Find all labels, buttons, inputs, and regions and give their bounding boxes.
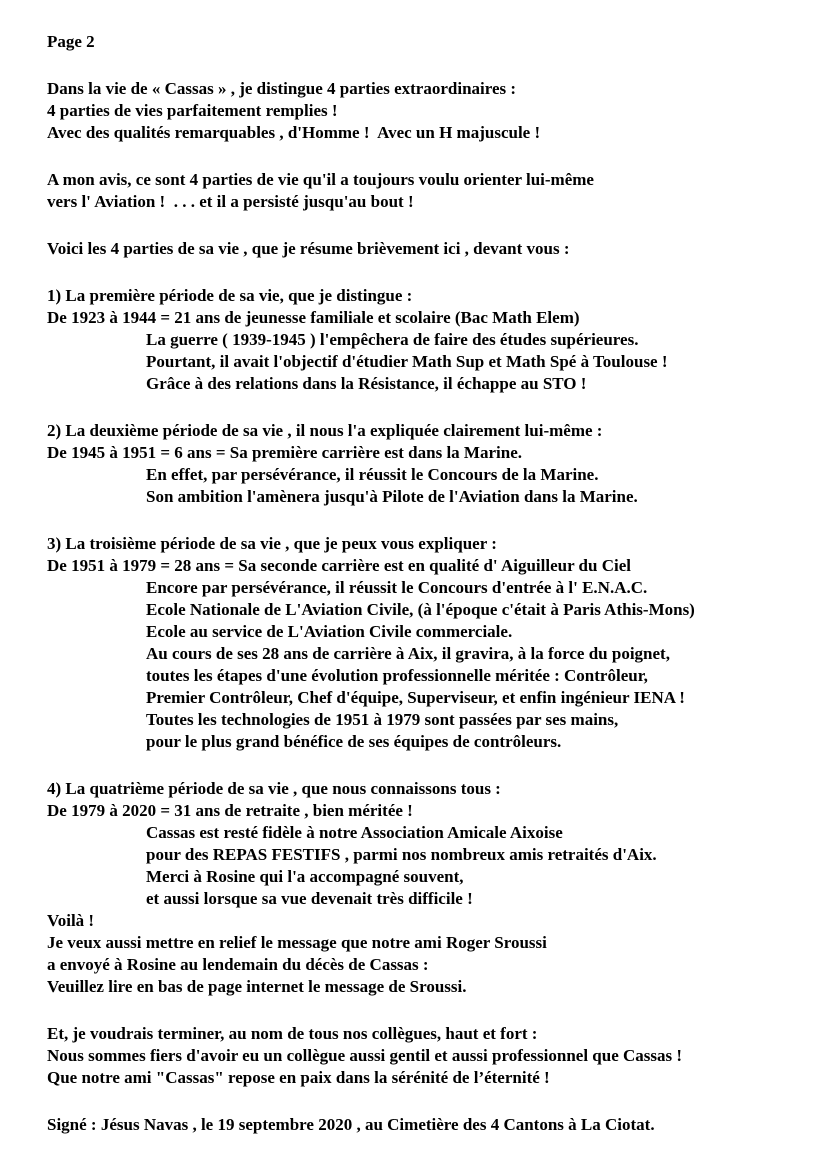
text-line: Avec des qualités remarquables , d'Homme ! Avec un H majuscule ! — [47, 123, 541, 142]
blank-line — [47, 213, 806, 238]
text-line: Pourtant, il avait l'objectif d'étudier Math Sup et Math Spé à Toulouse ! — [146, 352, 668, 371]
text-line: Toutes les technologies de 1951 à 1979 sont passées par ses mains, — [146, 710, 619, 729]
text-line: Je veux aussi mettre en relief le message que notre ami Roger Sroussi — [47, 933, 547, 952]
blank-line — [47, 998, 806, 1023]
text-line: Signé : Jésus Navas , le 19 septembre 2020 , au Cimetière des 4 Cantons à La Ciotat. — [47, 1115, 655, 1134]
blank-line — [47, 144, 806, 169]
text-line: et aussi lorsque sa vue devenait très difficile ! — [146, 889, 473, 908]
text-line: Dans la vie de « Cassas » , je distingue 4 parties extraordinaires : — [47, 79, 517, 98]
text-line: 3) La troisième période de sa vie , que je peux vous expliquer : — [47, 534, 497, 553]
text-line: En effet, par persévérance, il réussit le Concours de la Marine. — [146, 465, 599, 484]
text-line: toutes les étapes d'une évolution professionnelle méritée : Contrôleur, — [146, 666, 648, 685]
text-line: Ecole au service de L'Aviation Civile commerciale. — [146, 622, 513, 641]
blank-line — [47, 260, 806, 285]
text-line: De 1951 à 1979 = 28 ans = Sa seconde carrière est en qualité d' Aiguilleur du Ciel — [47, 556, 631, 575]
text-line: Et, je voudrais terminer, au nom de tous nos collègues, haut et fort : — [47, 1024, 538, 1043]
text-line: pour des REPAS FESTIFS , parmi nos nombreux amis retraités d'Aix. — [146, 845, 657, 864]
text-line: Cassas est resté fidèle à notre Association Amicale Aixoise — [146, 823, 563, 842]
text-line: pour le plus grand bénéfice de ses équipes de contrôleurs. — [146, 732, 562, 751]
text-line: Ecole Nationale de L'Aviation Civile, (à l'époque c'était à Paris Athis-Mons) — [146, 600, 695, 619]
text-line: Au cours de ses 28 ans de carrière à Aix, il gravira, à la force du poignet, — [146, 644, 670, 663]
text-line: Voici les 4 parties de sa vie , que je résume brièvement ici , devant vous : — [47, 239, 570, 258]
text-line: Premier Contrôleur, Chef d'équipe, Superviseur, et enfin ingénieur IENA ! — [146, 688, 685, 707]
document-text-body — [47, 31, 806, 1136]
text-line: 4) La quatrième période de sa vie , que nous connaissons tous : — [47, 779, 501, 798]
blank-line — [47, 508, 806, 533]
text-line: Merci à Rosine qui l'a accompagné souvent, — [146, 867, 464, 886]
text-line: A mon avis, ce sont 4 parties de vie qu'il a toujours voulu orienter lui-même — [47, 170, 594, 189]
text-line: Veuillez lire en bas de page internet le message de Sroussi. — [47, 977, 467, 996]
text-line: a envoyé à Rosine au lendemain du décès de Cassas : — [47, 955, 429, 974]
text-line: vers l' Aviation ! . . . et il a persisté jusqu'au bout ! — [47, 192, 414, 211]
blank-line — [47, 53, 806, 78]
blank-line — [47, 395, 806, 420]
text-line: 4 parties de vies parfaitement remplies ! — [47, 101, 338, 120]
text-line: De 1923 à 1944 = 21 ans de jeunesse familiale et scolaire (Bac Math Elem) — [47, 308, 580, 327]
blank-line — [47, 1089, 806, 1114]
text-line: Grâce à des relations dans la Résistance, il échappe au STO ! — [146, 374, 587, 393]
text-line: Voilà ! — [47, 911, 95, 930]
text-line: La guerre ( 1939-1945 ) l'empêchera de faire des études supérieures. — [146, 330, 639, 349]
text-line: Que notre ami "Cassas" repose en paix dans la sérénité de l’éternité ! — [47, 1068, 550, 1087]
text-line: Son ambition l'amènera jusqu'à Pilote de l'Aviation dans la Marine. — [146, 487, 638, 506]
blank-line — [47, 753, 806, 778]
text-line: Encore par persévérance, il réussit le Concours d'entrée à l' E.N.A.C. — [146, 578, 648, 597]
text-line: De 1945 à 1951 = 6 ans = Sa première carrière est dans la Marine. — [47, 443, 522, 462]
text-line: 2) La deuxième période de sa vie , il nous l'a expliquée clairement lui-même : — [47, 421, 603, 440]
text-line: 1) La première période de sa vie, que je distingue : — [47, 286, 413, 305]
text-line: De 1979 à 2020 = 31 ans de retraite , bien méritée ! — [47, 801, 413, 820]
text-line: Nous sommes fiers d'avoir eu un collègue aussi gentil et aussi professionnel que Cassas ! — [47, 1046, 683, 1065]
text-line: Page 2 — [47, 32, 95, 51]
